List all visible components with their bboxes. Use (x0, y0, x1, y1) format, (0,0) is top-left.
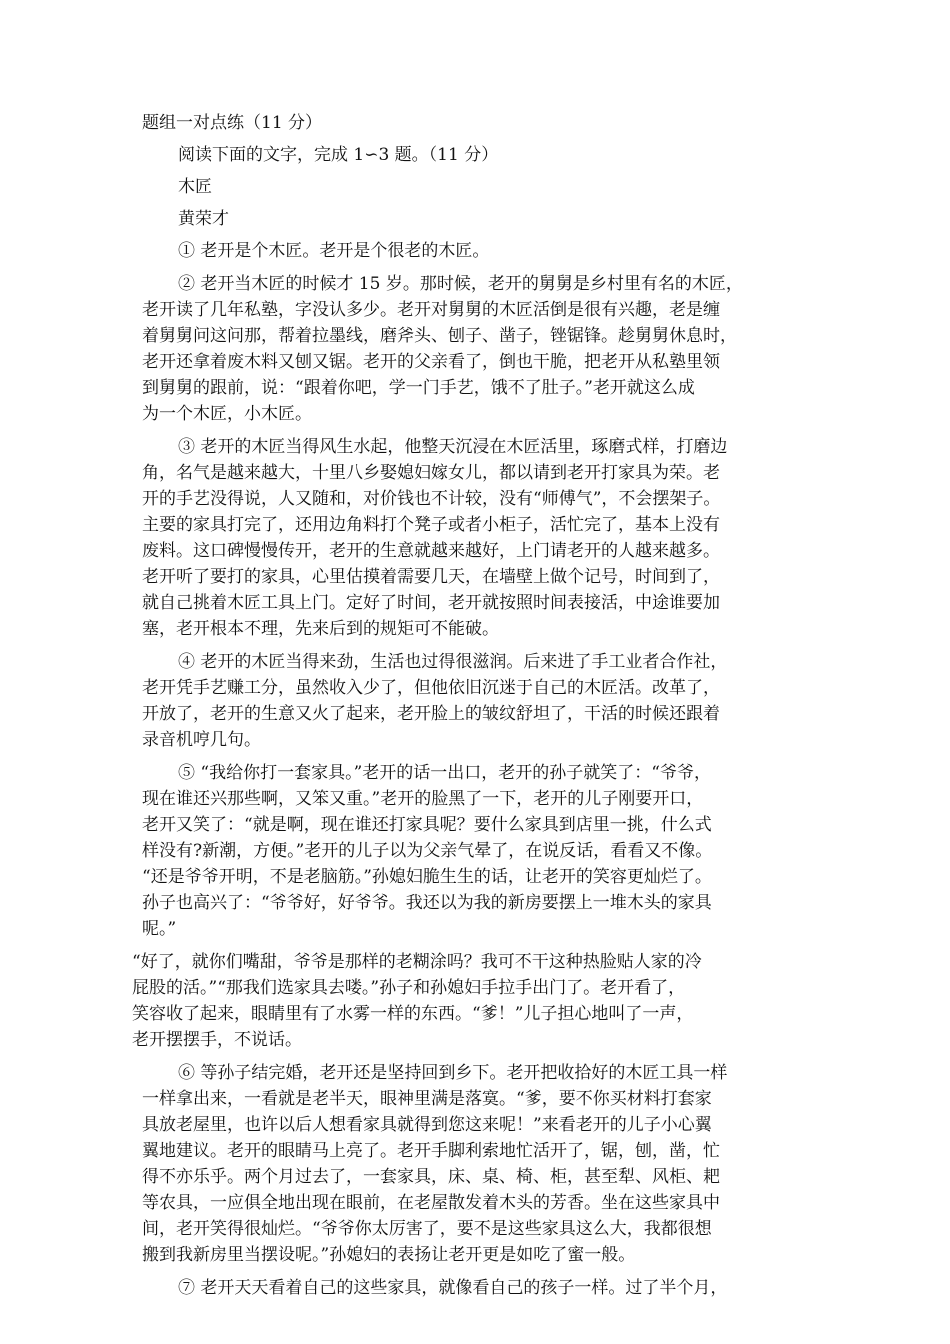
paragraph-line: ① 老开是个木匠。老开是个很老的木匠。 (178, 241, 490, 261)
paragraph-line: 一样拿出来，一看就是老半天，眼神里满是落寞。“爹，要不你买材料打套家 (142, 1089, 712, 1109)
paragraph-line: 得不亦乐乎。两个月过去了，一套家具，床、桌、椅、柜，甚至犁、风柜、耙 (142, 1167, 720, 1187)
paragraph-line: 老开摆摆手，不说话。 (132, 1030, 302, 1050)
paragraph-line: 搬到我新房里当摆设呢。”孙媳妇的表扬让老开更是如吃了蜜一般。 (142, 1245, 636, 1265)
paragraph-line: ⑤ “我给你打一套家具。”老开的话一出口，老开的孙子就笑了：“爷爷， (178, 763, 711, 783)
paragraph-line: 塞，老开根本不理，先来后到的规矩可不能破。 (142, 619, 499, 639)
instruction-text: 阅读下面的文字，完成 1∽3 题。（11 分） (178, 145, 499, 165)
story-paragraph (142, 760, 822, 942)
paragraph-line: ⑦ 老开天天看着自己的这些家具，就像看自己的孩子一样。过了半个月， (178, 1278, 728, 1298)
author-name: 黄荣才 (178, 209, 229, 229)
story-paragraph (142, 271, 822, 427)
paragraph-line: ④ 老开的木匠当得来劲，生活也过得很滋润。后来进了手工业者合作社， (178, 652, 728, 672)
story-paragraph (132, 949, 822, 1053)
paragraph-line: ② 老开当木匠的时候才 15 岁。那时候，老开的舅舅是乡村里有名的木匠， (178, 274, 743, 294)
paragraph-line: 就自己挑着木匠工具上门。定好了时间，老开就按照时间表接活，中途谁要加 (142, 593, 720, 613)
paragraph-line: 老开还拿着废木料又刨又锯。老开的父亲看了，倒也干脆，把老开从私塾里领 (142, 352, 720, 372)
paragraph-line: 样没有?新潮，方便。”老开的儿子以为父亲气晕了，在说反话，看看又不像。 (142, 841, 713, 861)
paragraph-line: 笑容收了起来，眼睛里有了水雾一样的东西。“爹！”儿子担心地叫了一声， (132, 1004, 694, 1024)
paragraph-line: 老开又笑了：“就是啊，现在谁还打家具呢？要什么家具到店里一挑，什么式 (142, 815, 712, 835)
paragraph-line: “好了，就你们嘴甜，爷爷是那样的老糊涂吗？我可不干这种热脸贴人家的冷 (132, 952, 702, 972)
paragraph-line: 老开凭手艺赚工分，虽然收入少了，但他依旧沉迷于自己的木匠活。改革了， (142, 678, 720, 698)
paragraph-line: 角，名气是越来越大，十里八乡娶媳妇嫁女儿，都以请到老开打家具为荣。老 (142, 463, 720, 483)
paragraph-line: 呢。” (142, 919, 177, 939)
paragraph-line: 孙子也高兴了：“爷爷好，好爷爷。我还以为我的新房要摆上一堆木头的家具 (142, 893, 712, 913)
story-title: 木匠 (178, 177, 212, 197)
paragraph-line: 等农具，一应俱全地出现在眼前，在老屋散发着木头的芳香。坐在这些家具中 (142, 1193, 720, 1213)
paragraph-line: 主要的家具打完了，还用边角料打个凳子或者小柜子，活忙完了，基本上没有 (142, 515, 720, 535)
paragraph-line: 录音机哼几句。 (142, 730, 261, 750)
paragraph-line: 间，老开笑得很灿烂。“爷爷你太厉害了，要不是这些家具这么大，我都很想 (142, 1219, 712, 1239)
paragraph-line: 具放老屋里，也许以后人想看家具就得到您这来呢！”来看老开的儿子小心翼 (142, 1115, 712, 1135)
story-paragraph (142, 1275, 822, 1301)
story-body (132, 238, 822, 1301)
story-paragraph (142, 238, 822, 264)
paragraph-line: 翼地建议。老开的眼睛马上亮了。老开手脚利索地忙活开了，锯，刨，凿，忙 (142, 1141, 720, 1161)
paragraph-line: 为一个木匠，小木匠。 (142, 404, 312, 424)
story-paragraph (142, 434, 822, 642)
paragraph-line: 到舅舅的跟前，说：“跟着你吧，学一门手艺，饿不了肚子。”老开就这么成 (142, 378, 695, 398)
paragraph-line: “还是爷爷开明，不是老脑筋。”孙媳妇脆生生的话，让老开的笑容更灿烂了。 (142, 867, 712, 887)
paragraph-line: 屁股的活。”“那我们选家具去喽。”孙子和孙媳妇手拉手出门了。老开看了， (132, 978, 686, 998)
paragraph-line: 开的手艺没得说，人又随和，对价钱也不计较，没有“师傅气”，不会摆架子。 (142, 489, 721, 509)
paragraph-line: 老开读了几年私塾，字没认多少。老开对舅舅的木匠活倒是很有兴趣，老是缠 (142, 300, 720, 320)
paragraph-line: 现在谁还兴那些啊，又笨又重。”老开的脸黑了一下，老开的儿子刚要开口， (142, 789, 704, 809)
story-paragraph (142, 649, 822, 753)
paragraph-line: 废料。这口碑慢慢传开，老开的生意就越来越好，上门请老开的人越来越多。 (142, 541, 720, 561)
paragraph-line: ⑥ 等孙子结完婚，老开还是坚持回到乡下。老开把收拾好的木匠工具一样 (178, 1063, 728, 1083)
section-title: 题组一对点练（11 分） (142, 113, 323, 133)
paragraph-line: ③ 老开的木匠当得风生水起，他整天沉浸在木匠活里，琢磨式样，打磨边 (178, 437, 728, 457)
paragraph-line: 开放了，老开的生意又火了起来，老开脸上的皱纹舒坦了，干活的时候还跟着 (142, 704, 720, 724)
paragraph-line: 着舅舅问这问那，帮着拉墨线，磨斧头、刨子、凿子，锉锯锋。趁舅舅休息时， (142, 326, 737, 346)
paragraph-line: 老开听了要打的家具，心里估摸着需要几天，在墙壁上做个记号，时间到了， (142, 567, 720, 587)
story-paragraph (142, 1060, 822, 1268)
document-page (132, 110, 822, 1308)
